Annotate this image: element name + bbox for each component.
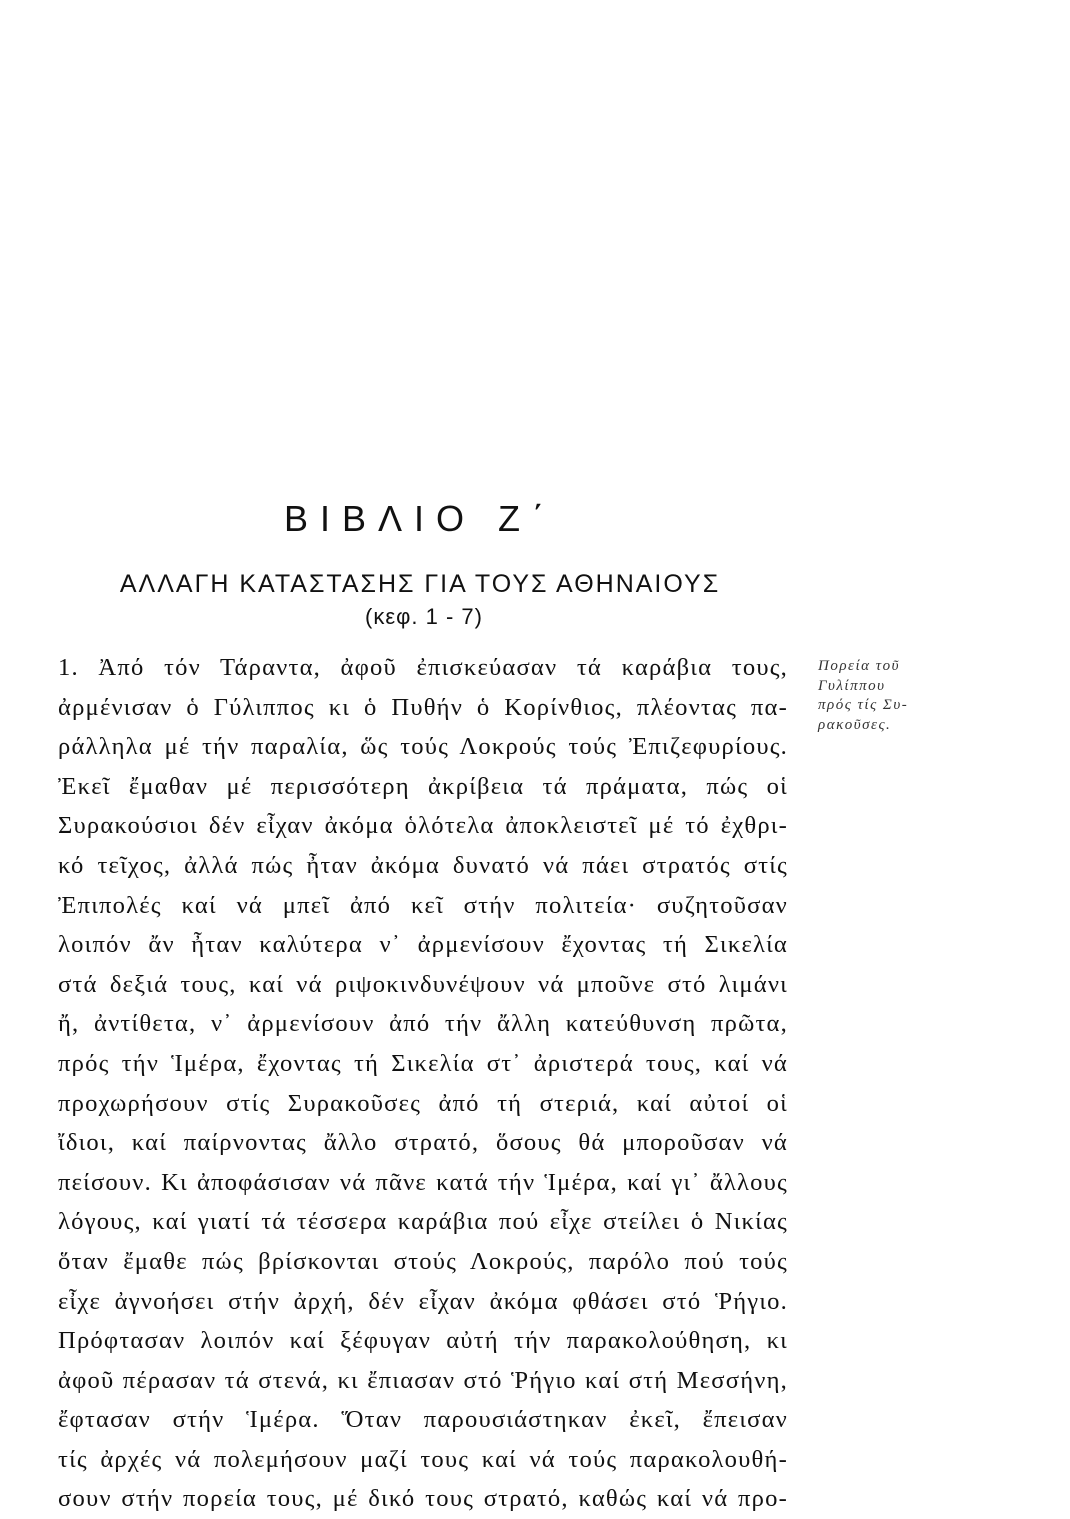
text-line: ἀρμένισαν ὁ Γύλιππος κι ὁ Πυθήν ὁ Κορίνθιος, πλέοντας πα- xyxy=(58,693,788,721)
text-line: Πρόφτασαν λοιπόν καί ξέφυγαν αὐτή τήν παρακολούθηση, κι xyxy=(58,1327,788,1355)
text-line: ἤ, ἀντίθετα, ν᾽ ἀρμενίσουν ἀπό τήν ἄλλη κατεύθυνση πρῶτα, xyxy=(58,1010,788,1038)
text-line: ὅταν ἔμαθε πώς βρίσκονται στούς Λοκρούς, παρόλο πού τούς xyxy=(58,1247,788,1275)
chapter-heading: ΑΛΛΑΓΗ ΚΑΤΑΣΤΑΣΗΣ ΓΙΑ ΤΟΥΣ ΑΘΗΝΑΙΟΥΣ xyxy=(119,570,721,598)
text-line: ἴδιοι, καί παίρνοντας ἄλλο στρατό, ὅσους θά μποροῦσαν νά xyxy=(58,1129,788,1157)
text-line: προχωρήσουν στίς Συρακοῦσες ἀπό τή στεριά, καί αὐτοί οἱ xyxy=(58,1089,788,1117)
text-line: σουν στήν πορεία τους, μέ δικό τους στρατό, καθώς καί νά προ- xyxy=(58,1485,788,1513)
book-title: ΒΙΒΛΙΟ Ζ΄ xyxy=(283,498,557,539)
text-line: 1. Ἀπό τόν Τάραντα, ἀφοῦ ἐπισκεύασαν τά καράβια τους, xyxy=(58,654,788,681)
text-line: κό τεῖχος, ἀλλά πώς ἦταν ἀκόμα δυνατό νά πάει στρατός στίς xyxy=(58,851,788,879)
text-line: Συρακούσιοι δέν εἶχαν ἀκόμα ὁλότελα ἀποκλειστεῖ μέ τό ἐχθρι- xyxy=(58,812,788,840)
text-line: ράλληλα μέ τήν παραλία, ὥς τούς Λοκρούς τούς Ἐπιζεφυρίους. xyxy=(58,733,788,761)
margin-note-line: Πορεία τοῦ xyxy=(818,658,900,674)
margin-note xyxy=(818,657,968,735)
text-line: Ἐπιπολές καί νά μπεῖ ἀπό κεῖ στήν πολιτεία· συζητοῦσαν xyxy=(58,891,788,919)
text-line: ἔφτασαν στήν Ἱμέρα. Ὅταν παρουσιάστηκαν ἐκεῖ, ἔπεισαν xyxy=(58,1406,788,1434)
margin-note-line: ρακοῦσες. xyxy=(818,716,892,733)
body-paragraph xyxy=(58,648,788,1519)
text-line: στά δεξιά τους, καί νά ριψοκινδυνέψουν νά μποῦνε στό λιμάνι xyxy=(58,970,788,998)
chapter-range: (κεφ. 1 - 7) xyxy=(365,604,483,629)
margin-note-line: πρός τίς Συ- xyxy=(818,697,909,713)
text-line: τίς ἀρχές νά πολεμήσουν μαζί τους καί νά τούς παρακολουθή- xyxy=(58,1445,788,1473)
text-line: λόγους, καί γιατί τά τέσσερα καράβια πού εἶχε στείλει ὁ Νικίας xyxy=(58,1208,788,1236)
text-line: εἶχε ἀγνοήσει στήν ἀρχή, δέν εἶχαν ἀκόμα φθάσει στό Ῥήγιο. xyxy=(58,1287,788,1315)
margin-note-line: Γυλίππου xyxy=(818,677,886,694)
text-line: πρός τήν Ἱμέρα, ἔχοντας τή Σικελία στ᾽ ἀριστερά τους, καί νά xyxy=(58,1049,788,1077)
text-line: ἀφοῦ πέρασαν τά στενά, κι ἔπιασαν στό Ῥήγιο καί στή Μεσσήνη, xyxy=(58,1366,788,1394)
text-line: Ἐκεῖ ἔμαθαν μέ περισσότερη ἀκρίβεια τά πράματα, πώς οἱ xyxy=(58,772,788,800)
text-line: λοιπόν ἄν ἦταν καλύτερα ν᾽ ἀρμενίσουν ἔχοντας τή Σικελία xyxy=(58,931,788,959)
text-line: πείσουν. Κι ἀποφάσισαν νά πᾶνε κατά τήν Ἱμέρα, καί γι᾽ ἄλλους xyxy=(58,1168,788,1196)
